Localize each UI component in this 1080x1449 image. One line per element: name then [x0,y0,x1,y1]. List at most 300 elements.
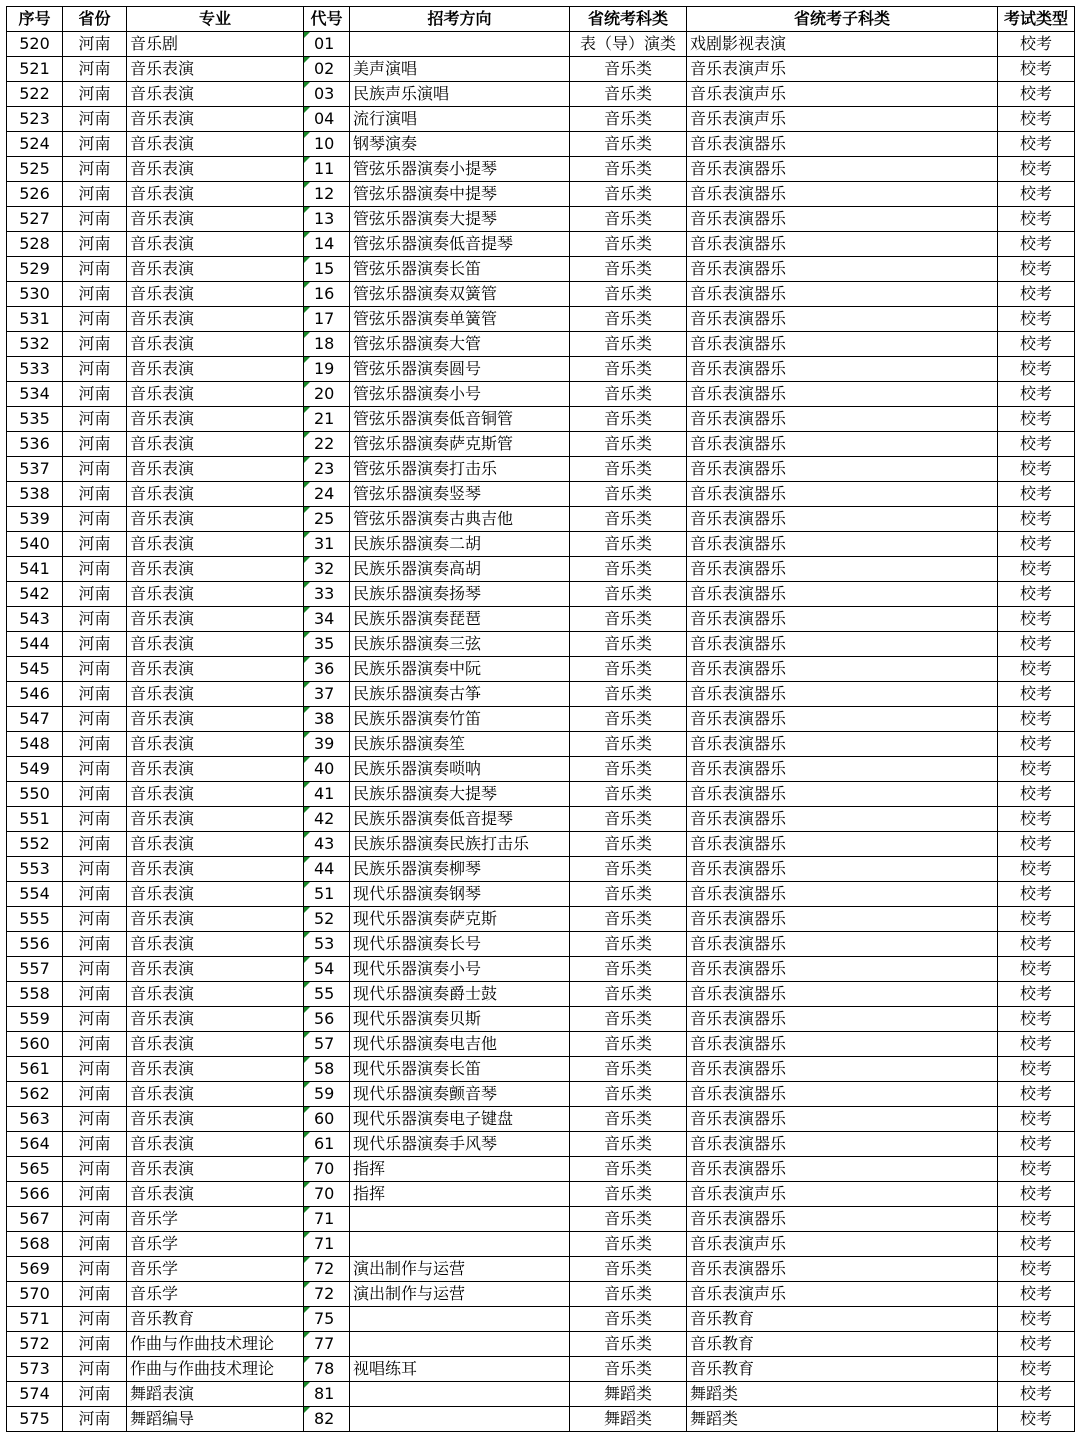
cell-province: 河南 [63,1282,127,1307]
cell-province: 河南 [63,182,127,207]
cell-category: 音乐类 [570,882,687,907]
cell-category: 音乐类 [570,1107,687,1132]
cell-subcategory: 音乐表演器乐 [687,232,998,257]
cell-code: 14 [304,232,350,257]
cell-major: 音乐表演 [127,632,304,657]
cell-seq: 536 [7,432,63,457]
cell-major: 音乐表演 [127,657,304,682]
cell-province: 河南 [63,1107,127,1132]
cell-major: 音乐剧 [127,32,304,57]
cell-province: 河南 [63,107,127,132]
cell-province: 河南 [63,1032,127,1057]
table-row [7,507,1075,532]
cell-direction: 钢琴演奏 [350,132,570,157]
cell-category: 舞蹈类 [570,1382,687,1407]
table-row [7,182,1075,207]
cell-seq: 523 [7,107,63,132]
cell-category: 音乐类 [570,1182,687,1207]
table-row [7,682,1075,707]
cell-seq: 554 [7,882,63,907]
cell-major: 作曲与作曲技术理论 [127,1357,304,1382]
cell-direction: 民族乐器演奏民族打击乐 [350,832,570,857]
table-row [7,1057,1075,1082]
cell-direction: 现代乐器演奏长号 [350,932,570,957]
cell-subcategory: 音乐教育 [687,1357,998,1382]
cell-province: 河南 [63,1357,127,1382]
cell-direction: 演出制作与运营 [350,1282,570,1307]
cell-exam-type: 校考 [998,1007,1075,1032]
cell-major: 音乐学 [127,1282,304,1307]
table-row [7,607,1075,632]
cell-major: 音乐表演 [127,1107,304,1132]
cell-major: 音乐学 [127,1232,304,1257]
cell-category: 音乐类 [570,482,687,507]
cell-seq: 525 [7,157,63,182]
cell-direction: 民族乐器演奏唢呐 [350,757,570,782]
cell-exam-type: 校考 [998,1082,1075,1107]
cell-direction: 现代乐器演奏贝斯 [350,1007,570,1032]
cell-seq: 561 [7,1057,63,1082]
cell-seq: 567 [7,1207,63,1232]
cell-category: 舞蹈类 [570,1407,687,1432]
cell-code: 23 [304,457,350,482]
cell-exam-type: 校考 [998,107,1075,132]
cell-direction [350,1307,570,1332]
table-row [7,457,1075,482]
table-row [7,1257,1075,1282]
header-category: 省统考科类 [570,7,687,32]
cell-province: 河南 [63,1307,127,1332]
cell-category: 音乐类 [570,832,687,857]
cell-code: 71 [304,1207,350,1232]
cell-subcategory: 音乐表演器乐 [687,1032,998,1057]
cell-code: 57 [304,1032,350,1057]
cell-province: 河南 [63,732,127,757]
cell-seq: 529 [7,257,63,282]
cell-province: 河南 [63,482,127,507]
cell-major: 音乐表演 [127,782,304,807]
cell-code: 37 [304,682,350,707]
cell-category: 音乐类 [570,1207,687,1232]
cell-code: 44 [304,857,350,882]
table-row [7,332,1075,357]
cell-seq: 553 [7,857,63,882]
cell-direction: 现代乐器演奏爵士鼓 [350,982,570,1007]
cell-direction: 民族乐器演奏柳琴 [350,857,570,882]
cell-major: 音乐表演 [127,532,304,557]
cell-category: 音乐类 [570,382,687,407]
cell-seq: 558 [7,982,63,1007]
cell-subcategory: 音乐教育 [687,1332,998,1357]
table-row [7,1082,1075,1107]
cell-province: 河南 [63,632,127,657]
cell-exam-type: 校考 [998,382,1075,407]
cell-code: 35 [304,632,350,657]
cell-seq: 541 [7,557,63,582]
cell-code: 78 [304,1357,350,1382]
cell-code: 12 [304,182,350,207]
cell-category: 音乐类 [570,307,687,332]
cell-category: 音乐类 [570,1132,687,1157]
cell-province: 河南 [63,1382,127,1407]
cell-seq: 574 [7,1382,63,1407]
cell-exam-type: 校考 [998,757,1075,782]
cell-seq: 530 [7,282,63,307]
cell-seq: 570 [7,1282,63,1307]
cell-direction: 美声演唱 [350,57,570,82]
cell-exam-type: 校考 [998,682,1075,707]
cell-exam-type: 校考 [998,257,1075,282]
cell-code: 75 [304,1307,350,1332]
cell-seq: 560 [7,1032,63,1057]
cell-exam-type: 校考 [998,1182,1075,1207]
cell-direction: 民族乐器演奏低音提琴 [350,807,570,832]
cell-major: 音乐表演 [127,382,304,407]
cell-code: 70 [304,1182,350,1207]
table-row [7,282,1075,307]
cell-major: 音乐表演 [127,332,304,357]
table-row [7,1007,1075,1032]
cell-category: 音乐类 [570,1357,687,1382]
cell-subcategory: 音乐教育 [687,1307,998,1332]
cell-code: 59 [304,1082,350,1107]
table-row [7,1282,1075,1307]
cell-exam-type: 校考 [998,1107,1075,1132]
cell-seq: 556 [7,932,63,957]
cell-exam-type: 校考 [998,582,1075,607]
table-row [7,582,1075,607]
cell-direction: 管弦乐器演奏大提琴 [350,207,570,232]
cell-major: 音乐表演 [127,707,304,732]
cell-category: 音乐类 [570,507,687,532]
header-code: 代号 [304,7,350,32]
cell-category: 音乐类 [570,332,687,357]
cell-exam-type: 校考 [998,832,1075,857]
cell-subcategory: 音乐表演器乐 [687,1107,998,1132]
cell-major: 音乐表演 [127,1157,304,1182]
cell-category: 音乐类 [570,732,687,757]
cell-subcategory: 音乐表演器乐 [687,707,998,732]
header-seq: 序号 [7,7,63,32]
cell-direction: 现代乐器演奏电吉他 [350,1032,570,1057]
cell-major: 音乐表演 [127,907,304,932]
cell-code: 32 [304,557,350,582]
header-province: 省份 [63,7,127,32]
cell-subcategory: 音乐表演器乐 [687,407,998,432]
cell-province: 河南 [63,1407,127,1432]
cell-seq: 528 [7,232,63,257]
cell-province: 河南 [63,907,127,932]
table-row [7,807,1075,832]
cell-category: 音乐类 [570,182,687,207]
cell-code: 70 [304,1157,350,1182]
cell-direction: 民族声乐演唱 [350,82,570,107]
cell-major: 音乐表演 [127,832,304,857]
cell-subcategory: 音乐表演器乐 [687,182,998,207]
cell-category: 音乐类 [570,807,687,832]
cell-category: 音乐类 [570,407,687,432]
cell-code: 54 [304,957,350,982]
cell-exam-type: 校考 [998,407,1075,432]
cell-category: 音乐类 [570,632,687,657]
cell-province: 河南 [63,1232,127,1257]
cell-exam-type: 校考 [998,282,1075,307]
cell-exam-type: 校考 [998,332,1075,357]
cell-province: 河南 [63,457,127,482]
cell-subcategory: 音乐表演器乐 [687,682,998,707]
cell-category: 音乐类 [570,607,687,632]
cell-category: 音乐类 [570,932,687,957]
cell-subcategory: 音乐表演声乐 [687,107,998,132]
cell-exam-type: 校考 [998,1057,1075,1082]
cell-direction: 管弦乐器演奏竖琴 [350,482,570,507]
cell-subcategory: 音乐表演器乐 [687,557,998,582]
cell-category: 音乐类 [570,857,687,882]
cell-category: 音乐类 [570,1332,687,1357]
cell-code: 33 [304,582,350,607]
cell-major: 音乐表演 [127,957,304,982]
cell-direction: 管弦乐器演奏萨克斯管 [350,432,570,457]
cell-direction [350,1382,570,1407]
cell-seq: 524 [7,132,63,157]
cell-subcategory: 音乐表演器乐 [687,532,998,557]
cell-direction: 民族乐器演奏扬琴 [350,582,570,607]
cell-major: 音乐表演 [127,307,304,332]
table-row [7,657,1075,682]
cell-direction: 民族乐器演奏二胡 [350,532,570,557]
cell-seq: 534 [7,382,63,407]
cell-major: 音乐表演 [127,857,304,882]
cell-direction: 管弦乐器演奏小提琴 [350,157,570,182]
cell-subcategory: 音乐表演器乐 [687,157,998,182]
cell-province: 河南 [63,882,127,907]
table-row [7,232,1075,257]
cell-direction: 管弦乐器演奏双簧管 [350,282,570,307]
cell-direction: 民族乐器演奏三弦 [350,632,570,657]
table-row [7,932,1075,957]
cell-exam-type: 校考 [998,1207,1075,1232]
cell-province: 河南 [63,257,127,282]
cell-exam-type: 校考 [998,657,1075,682]
cell-code: 77 [304,1332,350,1357]
cell-subcategory: 戏剧影视表演 [687,32,998,57]
cell-seq: 544 [7,632,63,657]
header-subcategory: 省统考子科类 [687,7,998,32]
cell-category: 音乐类 [570,782,687,807]
cell-major: 音乐表演 [127,607,304,632]
table-row [7,1207,1075,1232]
cell-code: 19 [304,357,350,382]
cell-exam-type: 校考 [998,532,1075,557]
cell-major: 音乐表演 [127,432,304,457]
cell-exam-type: 校考 [998,1407,1075,1432]
header-exam-type: 考试类型 [998,7,1075,32]
cell-code: 02 [304,57,350,82]
cell-code: 43 [304,832,350,857]
cell-major: 音乐表演 [127,582,304,607]
cell-province: 河南 [63,407,127,432]
cell-province: 河南 [63,807,127,832]
cell-major: 音乐表演 [127,682,304,707]
cell-category: 音乐类 [570,207,687,232]
cell-category: 音乐类 [570,357,687,382]
cell-province: 河南 [63,1257,127,1282]
cell-subcategory: 音乐表演器乐 [687,632,998,657]
cell-direction: 民族乐器演奏中阮 [350,657,570,682]
cell-seq: 549 [7,757,63,782]
cell-subcategory: 音乐表演声乐 [687,1232,998,1257]
admissions-table [6,6,1075,1432]
table-row [7,382,1075,407]
table-header [7,7,1075,32]
cell-exam-type: 校考 [998,1257,1075,1282]
cell-major: 音乐表演 [127,807,304,832]
cell-seq: 563 [7,1107,63,1132]
cell-major: 音乐表演 [127,357,304,382]
cell-major: 音乐表演 [127,132,304,157]
cell-direction [350,32,570,57]
cell-direction: 管弦乐器演奏低音铜管 [350,407,570,432]
cell-category: 音乐类 [570,907,687,932]
cell-subcategory: 音乐表演器乐 [687,1257,998,1282]
cell-seq: 552 [7,832,63,857]
table-row [7,1182,1075,1207]
table-row [7,407,1075,432]
cell-subcategory: 音乐表演声乐 [687,82,998,107]
cell-seq: 545 [7,657,63,682]
cell-exam-type: 校考 [998,1332,1075,1357]
cell-province: 河南 [63,232,127,257]
cell-direction [350,1332,570,1357]
cell-exam-type: 校考 [998,207,1075,232]
cell-category: 音乐类 [570,282,687,307]
cell-direction: 指挥 [350,1182,570,1207]
cell-seq: 566 [7,1182,63,1207]
cell-direction [350,1232,570,1257]
cell-direction: 管弦乐器演奏古典吉他 [350,507,570,532]
cell-direction: 管弦乐器演奏圆号 [350,357,570,382]
cell-exam-type: 校考 [998,357,1075,382]
cell-seq: 543 [7,607,63,632]
cell-code: 42 [304,807,350,832]
cell-seq: 521 [7,57,63,82]
table-row [7,1357,1075,1382]
cell-province: 河南 [63,1332,127,1357]
cell-exam-type: 校考 [998,482,1075,507]
cell-major: 音乐表演 [127,507,304,532]
cell-province: 河南 [63,82,127,107]
cell-subcategory: 音乐表演器乐 [687,882,998,907]
cell-major: 作曲与作曲技术理论 [127,1332,304,1357]
cell-code: 55 [304,982,350,1007]
cell-subcategory: 音乐表演器乐 [687,832,998,857]
cell-subcategory: 音乐表演器乐 [687,657,998,682]
cell-major: 音乐表演 [127,57,304,82]
cell-direction: 现代乐器演奏电子键盘 [350,1107,570,1132]
cell-seq: 557 [7,957,63,982]
cell-province: 河南 [63,357,127,382]
cell-major: 音乐表演 [127,557,304,582]
cell-exam-type: 校考 [998,1357,1075,1382]
cell-direction: 民族乐器演奏大提琴 [350,782,570,807]
cell-seq: 562 [7,1082,63,1107]
cell-code: 58 [304,1057,350,1082]
cell-category: 音乐类 [570,757,687,782]
cell-exam-type: 校考 [998,1307,1075,1332]
cell-exam-type: 校考 [998,182,1075,207]
header-major: 专业 [127,7,304,32]
table-row [7,57,1075,82]
cell-subcategory: 舞蹈类 [687,1407,998,1432]
cell-code: 34 [304,607,350,632]
cell-major: 音乐表演 [127,757,304,782]
cell-category: 音乐类 [570,557,687,582]
cell-major: 音乐学 [127,1207,304,1232]
cell-subcategory: 音乐表演器乐 [687,782,998,807]
cell-category: 音乐类 [570,707,687,732]
cell-subcategory: 音乐表演器乐 [687,307,998,332]
cell-major: 音乐表演 [127,482,304,507]
cell-code: 72 [304,1257,350,1282]
cell-major: 音乐表演 [127,282,304,307]
cell-category: 表（导）演类 [570,32,687,57]
cell-direction: 民族乐器演奏古筝 [350,682,570,707]
cell-code: 17 [304,307,350,332]
cell-subcategory: 音乐表演器乐 [687,432,998,457]
cell-subcategory: 音乐表演器乐 [687,457,998,482]
cell-province: 河南 [63,607,127,632]
cell-code: 04 [304,107,350,132]
cell-exam-type: 校考 [998,1132,1075,1157]
cell-seq: 568 [7,1232,63,1257]
cell-exam-type: 校考 [998,982,1075,1007]
cell-code: 03 [304,82,350,107]
cell-subcategory: 音乐表演器乐 [687,582,998,607]
table-row [7,532,1075,557]
cell-province: 河南 [63,982,127,1007]
table-row [7,157,1075,182]
cell-seq: 520 [7,32,63,57]
cell-code: 52 [304,907,350,932]
table-row [7,1157,1075,1182]
cell-subcategory: 音乐表演器乐 [687,732,998,757]
table-row [7,1307,1075,1332]
cell-exam-type: 校考 [998,432,1075,457]
cell-code: 72 [304,1282,350,1307]
cell-seq: 542 [7,582,63,607]
table-row [7,307,1075,332]
cell-code: 61 [304,1132,350,1157]
cell-province: 河南 [63,757,127,782]
cell-subcategory: 音乐表演器乐 [687,982,998,1007]
cell-category: 音乐类 [570,957,687,982]
cell-seq: 548 [7,732,63,757]
cell-major: 音乐表演 [127,182,304,207]
cell-category: 音乐类 [570,1007,687,1032]
cell-subcategory: 音乐表演器乐 [687,932,998,957]
cell-direction: 现代乐器演奏手风琴 [350,1132,570,1157]
cell-major: 音乐表演 [127,257,304,282]
cell-exam-type: 校考 [998,932,1075,957]
cell-province: 河南 [63,1057,127,1082]
cell-category: 音乐类 [570,1082,687,1107]
cell-province: 河南 [63,1157,127,1182]
cell-province: 河南 [63,432,127,457]
cell-subcategory: 音乐表演器乐 [687,1157,998,1182]
cell-province: 河南 [63,282,127,307]
table-row [7,432,1075,457]
table-body [7,32,1075,1432]
